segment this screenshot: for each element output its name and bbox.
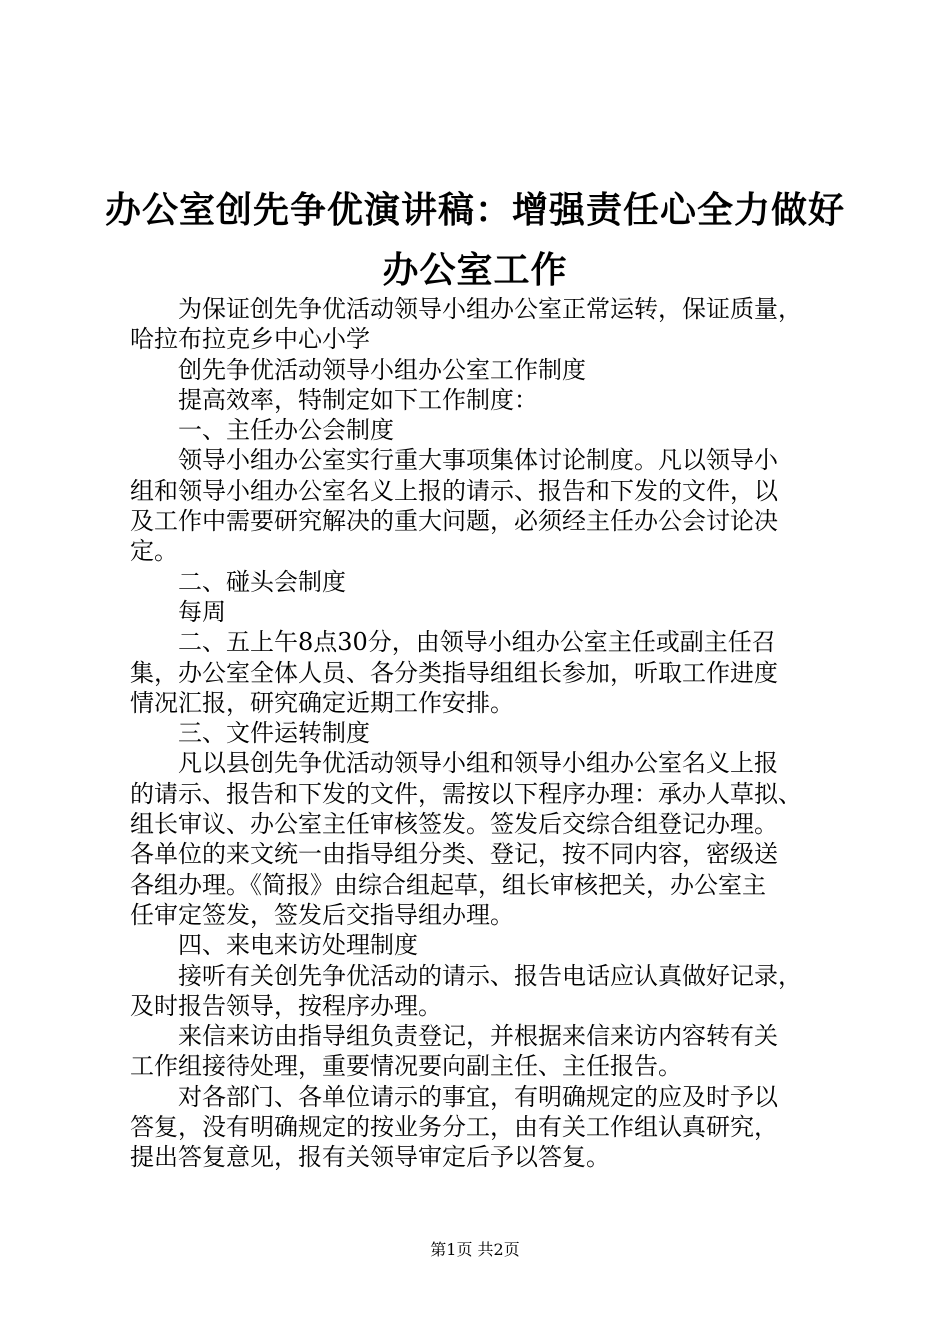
body-line: 答复，没有明确规定的按业务分工，由有关工作组认真研究， <box>130 1113 778 1142</box>
body-line: 组和领导小组办公室名义上报的请示、报告和下发的文件，以 <box>130 476 778 505</box>
body-line: 每周 <box>178 597 226 626</box>
body-line: 情况汇报，研究确定近期工作安排。 <box>130 688 514 717</box>
body-line: 提出答复意见，报有关领导审定后予以答复。 <box>130 1143 610 1172</box>
body-line: 及工作中需要研究解决的重大问题，必须经主任办公会讨论决 <box>130 507 778 536</box>
body-line: 来信来访由指导组负责登记，并根据来信来访内容转有关 <box>178 1022 778 1051</box>
body-line: 四、来电来访处理制度 <box>178 931 418 960</box>
document-body <box>130 294 842 1173</box>
body-line: 任审定签发，签发后交指导组办理。 <box>130 900 514 929</box>
body-line: 三、文件运转制度 <box>178 719 370 748</box>
body-line: 哈拉布拉克乡中心小学 <box>130 325 370 354</box>
body-line: 一、主任办公会制度 <box>178 416 394 445</box>
body-line: 各单位的来文统一由指导组分类、登记，按不同内容，密级送 <box>130 840 778 869</box>
body-line: 接听有关创先争优活动的请示、报告电话应认真做好记录， <box>178 961 802 990</box>
body-line: 创先争优活动领导小组办公室工作制度 <box>178 355 586 384</box>
body-line: 集，办公室全体人员、各分类指导组组长参加，听取工作进度 <box>130 658 778 687</box>
page-footer: 第1页 共2页 <box>430 1240 520 1259</box>
body-line: 提高效率，特制定如下工作制度： <box>178 385 538 414</box>
body-line: 二、五上午8点30分，由领导小组办公室主任或副主任召 <box>178 628 776 657</box>
body-line: 二、碰头会制度 <box>178 567 346 596</box>
body-line: 各组办理。《简报》由综合组起草，组长审核把关，办公室主 <box>130 870 766 899</box>
body-line: 对各部门、各单位请示的事宜，有明确规定的应及时予以 <box>178 1082 778 1111</box>
document-title-line-1: 办公室创先争优演讲稿：增强责任心全力做好 <box>104 189 845 231</box>
body-line: 工作组接待处理，重要情况要向副主任、主任报告。 <box>130 1052 682 1081</box>
body-line: 为保证创先争优活动领导小组办公室正常运转，保证质量， <box>178 295 802 323</box>
document-title-line-2: 办公室工作 <box>382 249 568 291</box>
body-line: 组长审议、办公室主任审核签发。签发后交综合组登记办理。 <box>130 810 778 839</box>
body-line: 及时报告领导，按程序办理。 <box>130 991 442 1020</box>
body-line: 的请示、报告和下发的文件，需按以下程序办理：承办人草拟、 <box>130 779 802 808</box>
body-line: 领导小组办公室实行重大事项集体讨论制度。凡以领导小 <box>178 446 778 475</box>
body-line: 定。 <box>130 537 178 566</box>
body-line: 凡以县创先争优活动领导小组和领导小组办公室名义上报 <box>178 749 778 778</box>
